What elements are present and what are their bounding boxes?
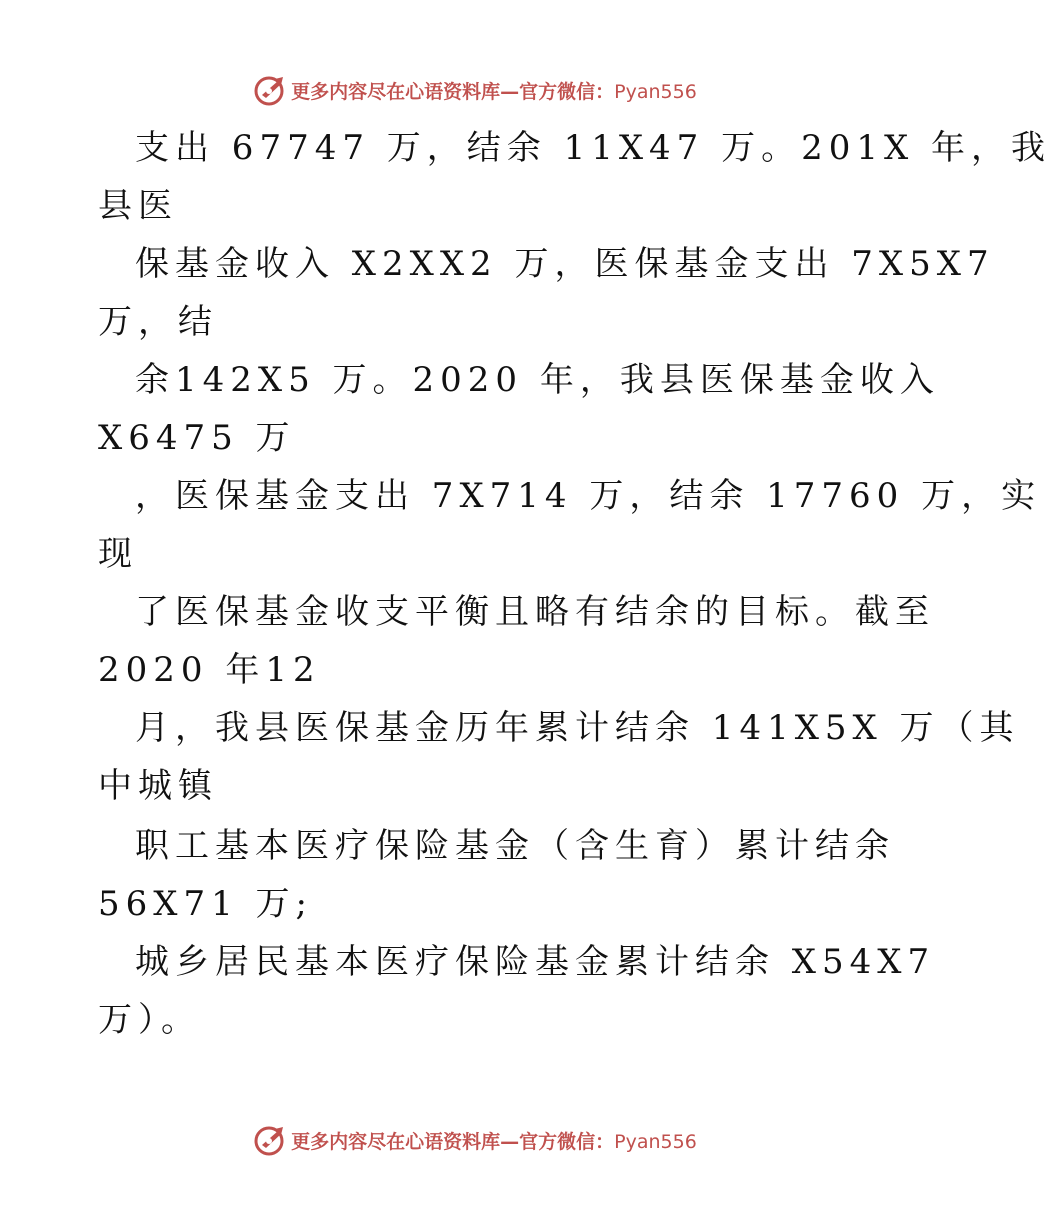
text-line: 56X71 万; [98,884,313,924]
watermark-brand: 更多内容尽在心语资料库—官方微信： [291,80,615,103]
text-line: X6475 万 [98,418,296,458]
text-line: 万）。 [98,1000,201,1040]
text-line: 职工基本医疗保险基金（含生育）累计结余 [135,826,895,866]
text-line: ，医保基金支出 7X714 万，结余 17760 万，实 [135,476,1042,516]
text-line: 万，结 [98,302,218,342]
watermark-account: Pyan556 [614,1130,697,1153]
watermark-text [291,1127,697,1154]
footer-watermark [0,1120,950,1160]
text-line: 支出 67747 万，结余 11X47 万。201X 年，我 [135,128,1051,168]
brand-logo-icon [253,1123,287,1157]
text-line: 余142X5 万。2020 年，我县医保基金收入 [135,360,940,400]
text-line: 现 [98,534,138,574]
text-line: 中城镇 [98,766,218,806]
header-watermark [0,70,950,110]
text-line: 月，我县医保基金历年累计结余 141X5X 万（其 [135,708,1020,748]
watermark-account: Pyan556 [614,80,697,103]
watermark-text [291,77,697,104]
text-line: 城乡居民基本医疗保险基金累计结余 X54X7 [135,942,936,982]
brand-logo-icon [253,73,287,107]
text-line: 2020 年12 [98,650,321,690]
text-line: 保基金收入 X2XX2 万，医保基金支出 7X5X7 [135,244,995,284]
text-line: 县医 [98,186,178,226]
watermark-brand: 更多内容尽在心语资料库—官方微信： [291,1130,615,1153]
text-line: 了医保基金收支平衡且略有结余的目标。截至 [135,592,935,632]
